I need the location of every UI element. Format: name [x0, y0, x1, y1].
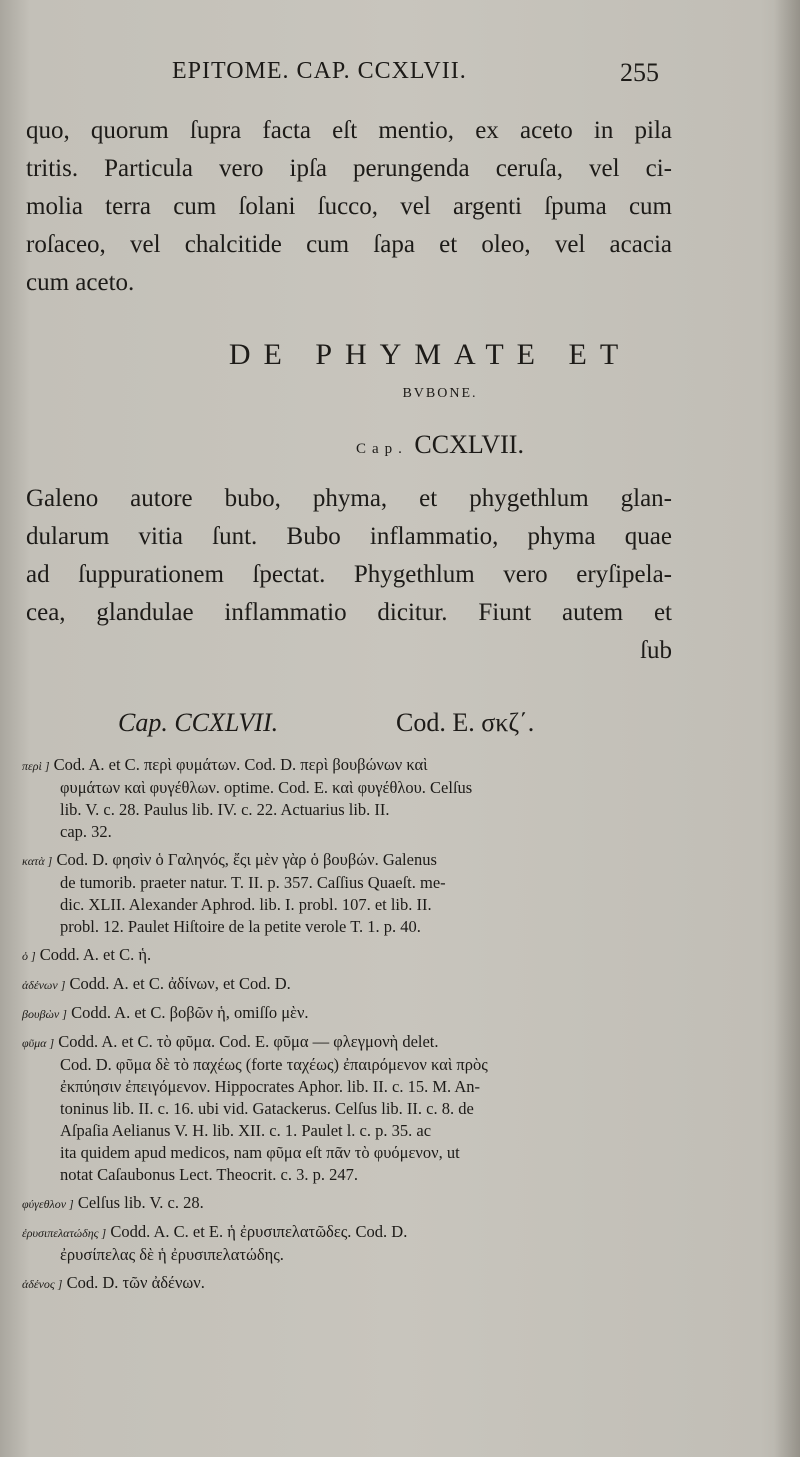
notes-header-cod: Cod. E. σκζ΄.: [396, 708, 535, 737]
text-line: ad ſuppurationem ſpectat. Phygethlum vero eryſipela-: [26, 561, 672, 588]
text-line: dularum vitia ſunt. Bubo inflammatio, phyma quae: [26, 523, 672, 550]
apparatus-note-first-line: [22, 944, 672, 967]
text-line: quo, quorum ſupra facta eſt mentio, ex aceto in pila: [26, 117, 672, 144]
notes-header: [118, 708, 678, 744]
apparatus-text: ita quidem apud medicos, nam φῦμα eſt πᾶν τὸ φυόμενον, ut: [60, 1143, 460, 1162]
text-line: tritis. Particula vero ipſa perungenda ceruſa, vel ci-: [26, 155, 672, 182]
apparatus-note: [22, 973, 672, 996]
apparatus-text: Codd. A. et C. ἀδίνων, et Cod. D.: [69, 974, 291, 993]
apparatus-note: [22, 944, 672, 967]
apparatus-text: Aſpaſia Aelianus V. H. lib. XII. c. 1. Paulet l. c. p. 35. ac: [60, 1121, 432, 1140]
apparatus-note: [22, 1272, 672, 1295]
apparatus-text: Codd. A. et C. τὸ φῦμα. Cod. E. φῦμα — φλεγμονὴ delet.: [58, 1032, 439, 1051]
chapter-cap-label: Cap.: [356, 441, 408, 457]
top-paragraph: [26, 112, 672, 302]
apparatus-lemma: κατὰ ]: [22, 854, 53, 868]
text-line: cea, glandulae inflammatio dicitur. Fiunt autem et: [26, 599, 672, 626]
apparatus-text: cap. 32.: [60, 822, 112, 841]
apparatus-note-first-line: [22, 1272, 672, 1295]
apparatus-text: ἐρυσίπελας δὲ ἡ ἐρυσιπελατώδης.: [60, 1245, 284, 1264]
apparatus-lemma: ὁ ]: [22, 949, 36, 963]
apparatus-lemma: βουβὼν ]: [22, 1007, 67, 1021]
apparatus-text: Cod. D. τῶν ἀδένων.: [66, 1273, 205, 1292]
apparatus-note-first-line: [22, 849, 672, 872]
text-line: molia terra cum ſolani ſucco, vel argenti ſpuma cum: [26, 193, 672, 220]
chapter-cap-number: CCXLVII.: [414, 430, 524, 459]
apparatus-lemma: φύγεθλον ]: [22, 1197, 74, 1211]
apparatus-note-first-line: [22, 973, 672, 996]
apparatus-text: φυμάτων καὶ φυγέθλων. optime. Cod. E. καὶ φυγέθλου. Celſus: [60, 778, 473, 797]
chapter-subtitle: BVBONE.: [402, 386, 478, 401]
apparatus-text: Celſus lib. V. c. 28.: [77, 1193, 204, 1212]
page-edge-shadow: [774, 0, 800, 1457]
running-head: [0, 58, 800, 94]
text-line: roſaceo, vel chalcitide cum ſapa et oleo, vel acacia: [26, 231, 672, 258]
apparatus-text: Codd. A. C. et E. ἡ ἐρυσιπελατῶδες. Cod. D.: [110, 1222, 408, 1241]
apparatus-note: [22, 849, 672, 938]
apparatus-text: Cod. D. φησὶν ὁ Γαληνός, ἔςι μὲν γὰρ ὁ βουβών. Galenus: [56, 850, 437, 869]
apparatus-text: notat Caſaubonus Lect. Theocrit. c. 3. p. 247.: [60, 1165, 358, 1184]
apparatus-text: toninus lib. II. c. 16. ubi vid. Gatackerus. Celſus lib. II. c. 8. de: [60, 1099, 474, 1118]
apparatus-text: Codd. A. et C. ἡ.: [39, 945, 152, 964]
apparatus-text: de tumorib. praeter natur. T. II. p. 357. Caſſius Quaeſt. me-: [60, 873, 446, 892]
apparatus-lemma: ἀδένων ]: [22, 978, 66, 992]
apparatus-text: dic. XLII. Alexander Aphrod. lib. I. probl. 107. et lib. II.: [60, 895, 432, 914]
apparatus-note-first-line: [22, 1002, 672, 1025]
chapter-title: DE PHYMATE ET: [228, 338, 632, 371]
apparatus-note-first-line: [22, 1031, 672, 1054]
apparatus-text: ἐκπύησιν ἐπειγόμενον. Hippocrates Aphor. lib. II. c. 15. M. An-: [60, 1077, 480, 1096]
apparatus-lemma: ἀδένος ]: [22, 1277, 63, 1291]
apparatus-note-first-line: [22, 1221, 672, 1244]
apparatus-text: Cod. D. φῦμα δὲ τὸ παχέως (forte ταχέως) ἐπαιρόμενον καὶ πρὸς: [60, 1055, 488, 1074]
text-line: cum aceto.: [26, 269, 135, 296]
apparatus-note: [22, 1002, 672, 1025]
apparatus-note: [22, 1221, 672, 1266]
apparatus-text: Codd. A. et C. βοβῶν ἡ, omiſſo μὲν.: [71, 1003, 309, 1022]
apparatus-note: [22, 1192, 672, 1215]
apparatus-text: lib. V. c. 28. Paulus lib. IV. c. 22. Actuarius lib. II.: [60, 800, 390, 819]
catchword: ſub: [640, 637, 672, 664]
apparatus-note-first-line: [22, 754, 672, 777]
chapter-number: [0, 430, 800, 460]
apparatus-note: [22, 1031, 672, 1186]
main-paragraph: [26, 480, 672, 670]
apparatus-note: [22, 754, 672, 843]
apparatus-lemma: περὶ ]: [22, 759, 50, 773]
apparatus-note-first-line: [22, 1192, 672, 1215]
text-line: Galeno autore bubo, phyma, et phygethlum glan-: [26, 485, 672, 512]
apparatus-lemma: ἐρυσιπελατώδης ]: [22, 1226, 107, 1240]
apparatus-text: probl. 12. Paulet Hiſtoire de la petite verole T. 1. p. 40.: [60, 917, 421, 936]
notes-header-cap: Cap. CCXLVII.: [118, 708, 279, 737]
apparatus-lemma: φῦμα ]: [22, 1036, 55, 1050]
critical-apparatus: [22, 754, 672, 1301]
page-number: 255: [620, 58, 659, 87]
apparatus-text: Cod. A. et C. περὶ φυμάτων. Cod. D. περὶ βουβώνων καὶ: [53, 755, 428, 774]
running-title: EPITOME. CAP. CCXLVII.: [172, 58, 467, 84]
